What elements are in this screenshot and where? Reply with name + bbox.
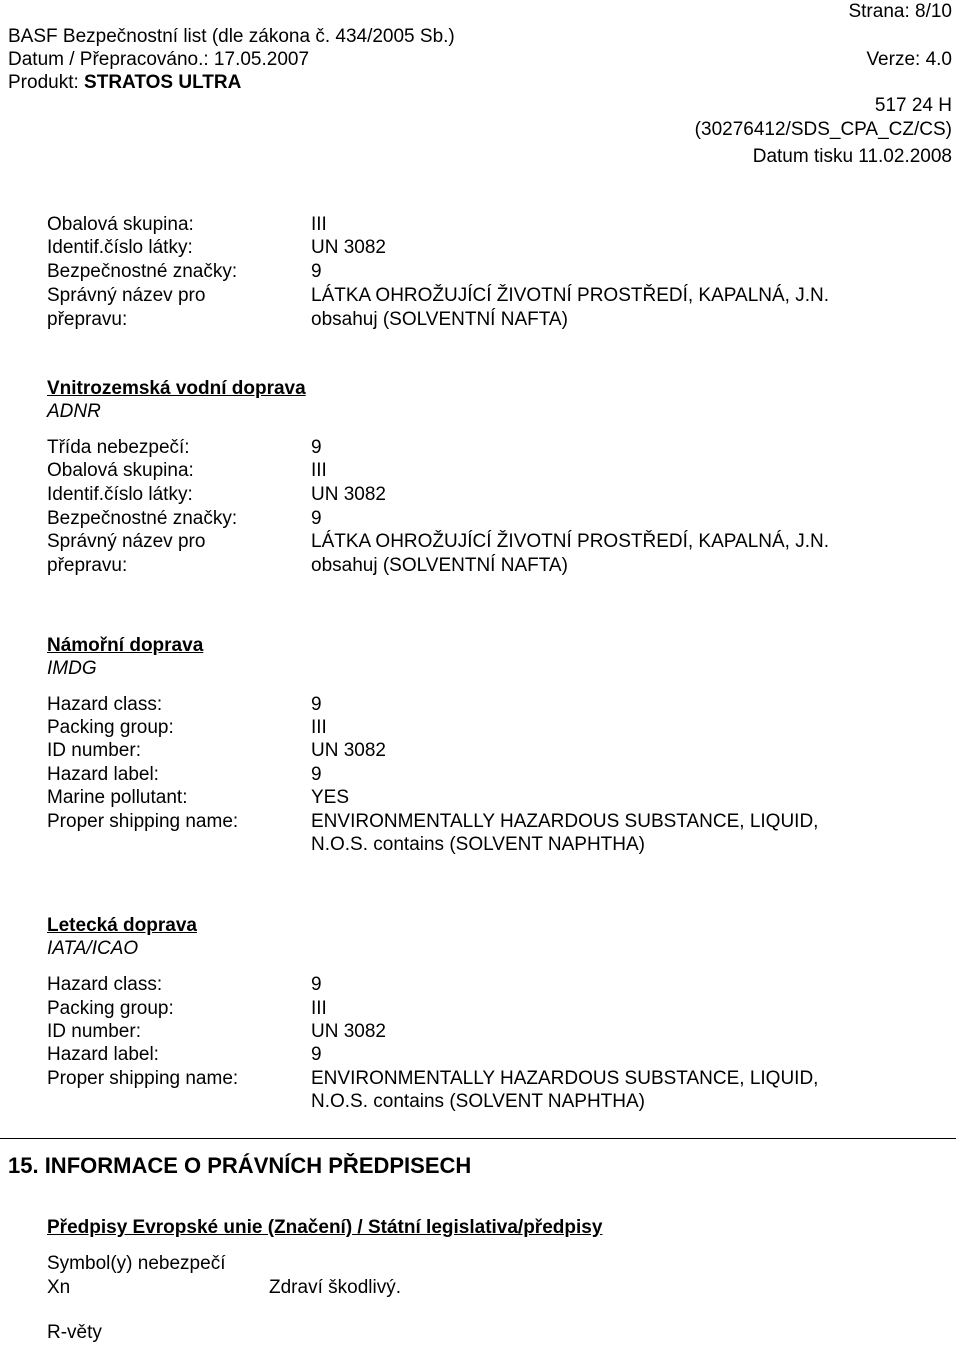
shipping-name-label-cont: přepravu: <box>47 309 128 330</box>
section-15-subtitle: Předpisy Evropské unie (Značení) / Státní legislativa/předpisy <box>47 1217 603 1238</box>
iata-packing-group-label: Packing group: <box>47 998 174 1019</box>
adnr-shipping-name-label-cont: přepravu: <box>47 555 128 576</box>
product-line <box>8 71 241 94</box>
packing-group-value: III <box>311 214 327 235</box>
page-number: Strana: 8/10 <box>848 1 952 22</box>
iata-shipping-name-value: ENVIRONMENTALLY HAZARDOUS SUBSTANCE, LIQUID, <box>311 1068 819 1089</box>
product-label: Produkt: <box>8 72 85 93</box>
packing-group-label: Obalová skupina: <box>47 214 194 235</box>
sds-code: (30276412/SDS_CPA_CZ/CS) <box>694 119 952 140</box>
iata-shipping-name-value-cont: N.O.S. contains (SOLVENT NAPHTHA) <box>311 1091 645 1112</box>
adnr-shipping-name-value: LÁTKA OHROŽUJÍCÍ ŽIVOTNÍ PROSTŘEDÍ, KAPALNÁ, J.N. <box>311 531 830 552</box>
imdg-title: Námořní doprava <box>47 635 204 656</box>
iata-shipping-name-label: Proper shipping name: <box>47 1068 239 1089</box>
adnr-hazard-label-label: Bezpečnostné značky: <box>47 508 238 529</box>
iata-subtitle: IATA/ICAO <box>47 938 139 959</box>
adnr-packing-group-value: III <box>311 460 327 481</box>
imdg-hazard-label-label: Hazard label: <box>47 764 159 785</box>
id-number-value: UN 3082 <box>311 237 386 258</box>
print-date: Datum tisku 11.02.2008 <box>752 146 952 167</box>
adnr-hazard-label-value: 9 <box>311 508 322 529</box>
iata-class-value: 9 <box>311 974 322 995</box>
imdg-shipping-name-value: ENVIRONMENTALLY HAZARDOUS SUBSTANCE, LIQUID, <box>311 811 819 832</box>
adnr-id-label: Identif.číslo látky: <box>47 484 193 505</box>
r-phrases-label: R-věty <box>47 1322 102 1343</box>
product-code: 517 24 H <box>874 95 952 116</box>
hazard-symbol-code: Xn <box>47 1277 71 1298</box>
adnr-subtitle: ADNR <box>47 401 101 422</box>
adnr-shipping-name-label: Správný název pro <box>47 531 206 552</box>
hazard-symbol-meaning: Zdraví škodlivý. <box>269 1277 401 1298</box>
shipping-name-value-cont: obsahuj (SOLVENTNÍ NAFTA) <box>311 309 568 330</box>
imdg-hazard-label-value: 9 <box>311 764 322 785</box>
imdg-id-value: UN 3082 <box>311 740 386 761</box>
revision-date: Datum / Přepracováno.: 17.05.2007 <box>8 49 310 70</box>
iata-class-label: Hazard class: <box>47 974 163 995</box>
adnr-class-label: Třída nebezpečí: <box>47 437 190 458</box>
imdg-class-label: Hazard class: <box>47 694 163 715</box>
imdg-shipping-name-label: Proper shipping name: <box>47 811 239 832</box>
adnr-id-value: UN 3082 <box>311 484 386 505</box>
iata-packing-group-value: III <box>311 998 327 1019</box>
imdg-packing-group-label: Packing group: <box>47 717 174 738</box>
version: Verze: 4.0 <box>866 49 952 70</box>
imdg-packing-group-value: III <box>311 717 327 738</box>
adnr-shipping-name-value-cont: obsahuj (SOLVENTNÍ NAFTA) <box>311 555 568 576</box>
shipping-name-value: LÁTKA OHROŽUJÍCÍ ŽIVOTNÍ PROSTŘEDÍ, KAPALNÁ, J.N. <box>311 285 830 306</box>
iata-id-label: ID number: <box>47 1021 141 1042</box>
imdg-shipping-name-value-cont: N.O.S. contains (SOLVENT NAPHTHA) <box>311 834 645 855</box>
adnr-title: Vnitrozemská vodní doprava <box>47 378 306 399</box>
id-number-label: Identif.číslo látky: <box>47 237 193 258</box>
iata-hazard-label-value: 9 <box>311 1044 322 1065</box>
iata-title: Letecká doprava <box>47 915 197 936</box>
hazard-label-label: Bezpečnostné značky: <box>47 261 238 282</box>
imdg-class-value: 9 <box>311 694 322 715</box>
shipping-name-label: Správný název pro <box>47 285 206 306</box>
section-15-title: 15. INFORMACE O PRÁVNÍCH PŘEDPISECH <box>8 1153 472 1178</box>
section-divider <box>0 1138 956 1139</box>
hazard-label-value: 9 <box>311 261 322 282</box>
imdg-id-label: ID number: <box>47 740 141 761</box>
imdg-marine-label: Marine pollutant: <box>47 787 188 808</box>
document-title: BASF Bezpečnostní list (dle zákona č. 434/2005 Sb.) <box>8 26 455 47</box>
adnr-class-value: 9 <box>311 437 322 458</box>
iata-id-value: UN 3082 <box>311 1021 386 1042</box>
hazard-symbols-label: Symbol(y) nebezpečí <box>47 1253 226 1274</box>
imdg-subtitle: IMDG <box>47 658 97 679</box>
iata-hazard-label-label: Hazard label: <box>47 1044 159 1065</box>
product-name: STRATOS ULTRA <box>84 72 242 93</box>
adnr-packing-group-label: Obalová skupina: <box>47 460 194 481</box>
imdg-marine-value: YES <box>311 787 350 808</box>
